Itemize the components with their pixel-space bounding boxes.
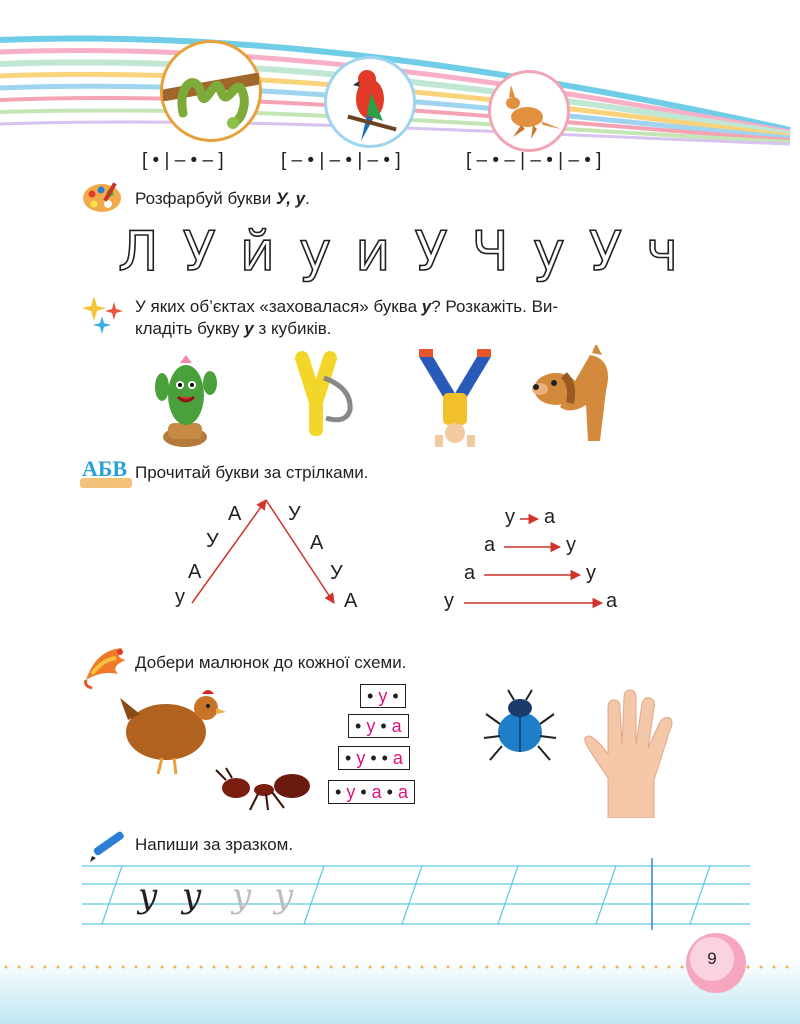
- task2-line1-letter: у: [421, 297, 432, 316]
- dog-picture[interactable]: [530, 345, 622, 445]
- task1-instruction-suffix: .: [305, 189, 310, 208]
- scheme-dot: •: [345, 748, 357, 768]
- trace-letter-1: у: [232, 876, 252, 916]
- left-up-letter: А: [228, 503, 242, 525]
- scheme-dot: •: [335, 782, 347, 802]
- footer-dots: [0, 962, 800, 972]
- right-row2-start: а: [484, 534, 496, 556]
- scheme-letter: а: [392, 748, 403, 768]
- outline-letter[interactable]: Ч: [471, 220, 509, 283]
- sound-scheme-1: [ • | – • – ]: [142, 150, 224, 171]
- snake-icon: [163, 43, 259, 139]
- task2-line2-prefix: кладіть букву: [135, 319, 245, 338]
- task2-line2: [135, 318, 695, 340]
- sound-scheme-2: [ – • | – • | – • ]: [281, 150, 401, 171]
- scheme-letter: а: [371, 782, 382, 802]
- outline-letters-row: [118, 222, 678, 282]
- hand-picture[interactable]: [578, 688, 678, 818]
- abv-icon: [80, 456, 132, 488]
- left-up-letter: у: [175, 586, 185, 608]
- left-up-letter: У: [206, 530, 219, 552]
- page-number: 9: [707, 949, 717, 968]
- task5-instruction: Напиши за зразком.: [135, 835, 294, 854]
- sample-letter-2: у: [182, 876, 202, 916]
- outline-letter[interactable]: у: [532, 220, 565, 283]
- scheme-box-4[interactable]: [328, 780, 415, 804]
- scheme-letter: у: [356, 748, 366, 768]
- outline-letter[interactable]: и: [355, 220, 391, 283]
- scheme-dot: •: [387, 686, 399, 706]
- right-row1-start: у: [505, 506, 515, 528]
- task2-instruction: [135, 296, 695, 340]
- scheme-letter: у: [346, 782, 356, 802]
- outline-letter[interactable]: Л: [118, 220, 159, 283]
- task2-line1: [135, 296, 695, 318]
- scheme-letter: а: [397, 782, 408, 802]
- hen-picture[interactable]: [118, 680, 228, 776]
- task1-instruction-letters: У, у: [276, 189, 306, 208]
- task2-line1-suffix: ? Розкажіть. Ви-: [431, 297, 559, 316]
- sound-scheme-3: [ – • – | – • | – • ]: [466, 150, 602, 171]
- left-arrow-diagram: [170, 495, 370, 615]
- right-row1-end: а: [544, 506, 556, 528]
- outline-letter[interactable]: й: [239, 220, 275, 283]
- palette-icon: [82, 180, 124, 214]
- beetle-picture[interactable]: [480, 688, 560, 768]
- slingshot-picture[interactable]: [272, 348, 362, 443]
- task1-instruction-prefix: Розфарбуй букви: [135, 189, 276, 208]
- task2-line1-prefix: У яких об’єктах «заховалася» буква: [135, 297, 422, 316]
- abv-letter-a: АБВ: [82, 456, 128, 481]
- task2-line2-letter: у: [244, 319, 254, 338]
- task3-instruction: Прочитай букви за стрілками.: [135, 463, 369, 482]
- outline-letter[interactable]: У: [588, 220, 622, 283]
- left-down-letter: А: [344, 590, 358, 612]
- outline-letter[interactable]: ч: [646, 220, 678, 283]
- scheme-dot: • •: [365, 748, 393, 768]
- page-number-badge: [686, 933, 746, 993]
- scheme-dot: •: [375, 716, 392, 736]
- scheme-dot: •: [381, 782, 398, 802]
- left-up-letter: А: [188, 561, 202, 583]
- boy-handstand-picture[interactable]: [415, 345, 495, 447]
- sample-letter-1: у: [138, 876, 158, 916]
- outline-letter[interactable]: у: [299, 220, 332, 283]
- scheme-box-2[interactable]: [348, 714, 409, 738]
- scheme-dot: •: [355, 716, 367, 736]
- scheme-letter: у: [378, 686, 388, 706]
- parrot-circle: [324, 56, 416, 148]
- outline-letter[interactable]: У: [182, 220, 216, 283]
- left-down-letter: А: [310, 532, 324, 554]
- snake-circle: [160, 40, 262, 142]
- scheme-box-1[interactable]: [360, 684, 406, 708]
- scheme-letter: а: [391, 716, 402, 736]
- scheme-dot: •: [367, 686, 379, 706]
- sparkle-icon: [82, 294, 126, 334]
- left-down-letter: У: [330, 562, 343, 584]
- pen-icon: [86, 826, 130, 862]
- right-row3-end: у: [586, 562, 596, 584]
- scheme-dot: •: [355, 782, 372, 802]
- trace-letter-2: у: [274, 876, 294, 916]
- right-row4-start: у: [444, 590, 454, 612]
- right-row4-end: а: [606, 590, 618, 612]
- cactus-picture[interactable]: [150, 345, 220, 450]
- outline-letter[interactable]: У: [414, 220, 448, 283]
- right-row2-end: у: [566, 534, 576, 556]
- task2-line2-suffix: з кубиків.: [253, 319, 332, 338]
- parrot-icon: [327, 59, 413, 145]
- kangaroo-circle: [488, 70, 570, 152]
- right-row3-start: а: [464, 562, 476, 584]
- left-down-letter: У: [288, 503, 301, 525]
- scheme-box-3[interactable]: [338, 746, 410, 770]
- kangaroo-icon: [491, 73, 567, 149]
- ant-picture[interactable]: [212, 766, 322, 812]
- scheme-letter: у: [366, 716, 376, 736]
- task4-instruction: Добери малюнок до кожної схеми.: [135, 653, 407, 672]
- task1-instruction: [135, 188, 310, 210]
